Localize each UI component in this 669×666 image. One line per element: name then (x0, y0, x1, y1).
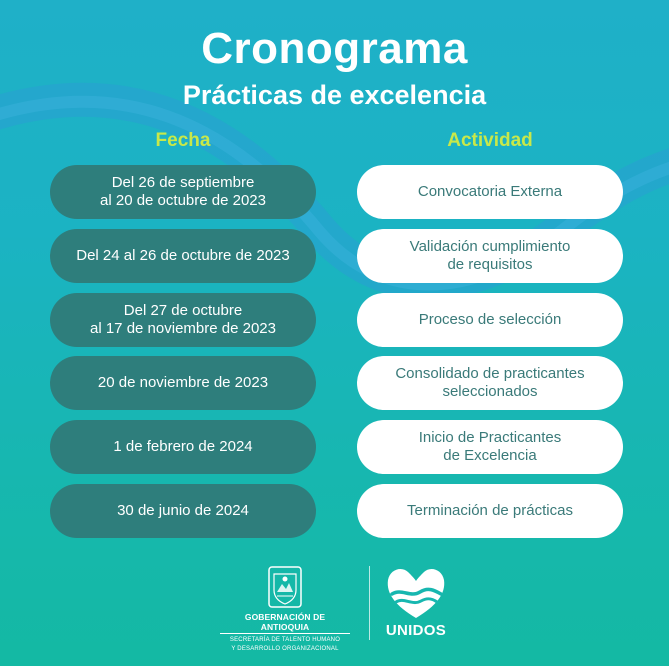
page-subtitle: Prácticas de excelencia (182, 80, 487, 110)
footer-divider (369, 566, 370, 640)
activity-pill: Validación cumplimiento de requisitos (357, 229, 623, 283)
date-pill: Del 24 al 26 de octubre de 2023 (50, 229, 316, 283)
activity-pill: Inicio de Practicantes de Excelencia (357, 420, 623, 474)
gov-sub-2: Y DESARROLLO ORGANIZACIONAL (231, 646, 339, 652)
schedule-row (0, 229, 669, 283)
unidos-logo (380, 564, 452, 639)
unidos-heart-icon (384, 564, 448, 620)
date-pill: Del 27 de octubre al 17 de noviembre de 2023 (50, 293, 316, 347)
schedule-row (0, 420, 669, 474)
gov-sub-1: SECRETARÍA DE TALENTO HUMANO (229, 637, 341, 643)
date-pill: 1 de febrero de 2024 (50, 420, 316, 474)
date-pill: Del 26 de septiembre al 20 de octubre de 2023 (50, 165, 316, 219)
date-pill: 30 de junio de 2024 (50, 484, 316, 538)
gov-name: GOBERNACIÓN DE ANTIOQUIA (220, 612, 350, 634)
schedule-row (0, 293, 669, 347)
column-header-activity: Actividad (447, 130, 533, 151)
column-header-date: Fecha (155, 130, 211, 151)
antioquia-shield-icon (268, 566, 302, 608)
date-pill: 20 de noviembre de 2023 (50, 356, 316, 410)
activity-pill: Terminación de prácticas (357, 484, 623, 538)
schedule-row (0, 165, 669, 219)
schedule-row (0, 484, 669, 538)
unidos-wordmark: UNIDOS (385, 622, 447, 639)
schedule-row (0, 356, 669, 410)
activity-pill: Convocatoria Externa (357, 165, 623, 219)
activity-pill: Proceso de selección (357, 293, 623, 347)
page-title: Cronograma (201, 24, 468, 73)
footer-logos (0, 562, 669, 662)
gobernacion-logo (220, 562, 350, 653)
activity-pill: Consolidado de practicantes seleccionados (357, 356, 623, 410)
